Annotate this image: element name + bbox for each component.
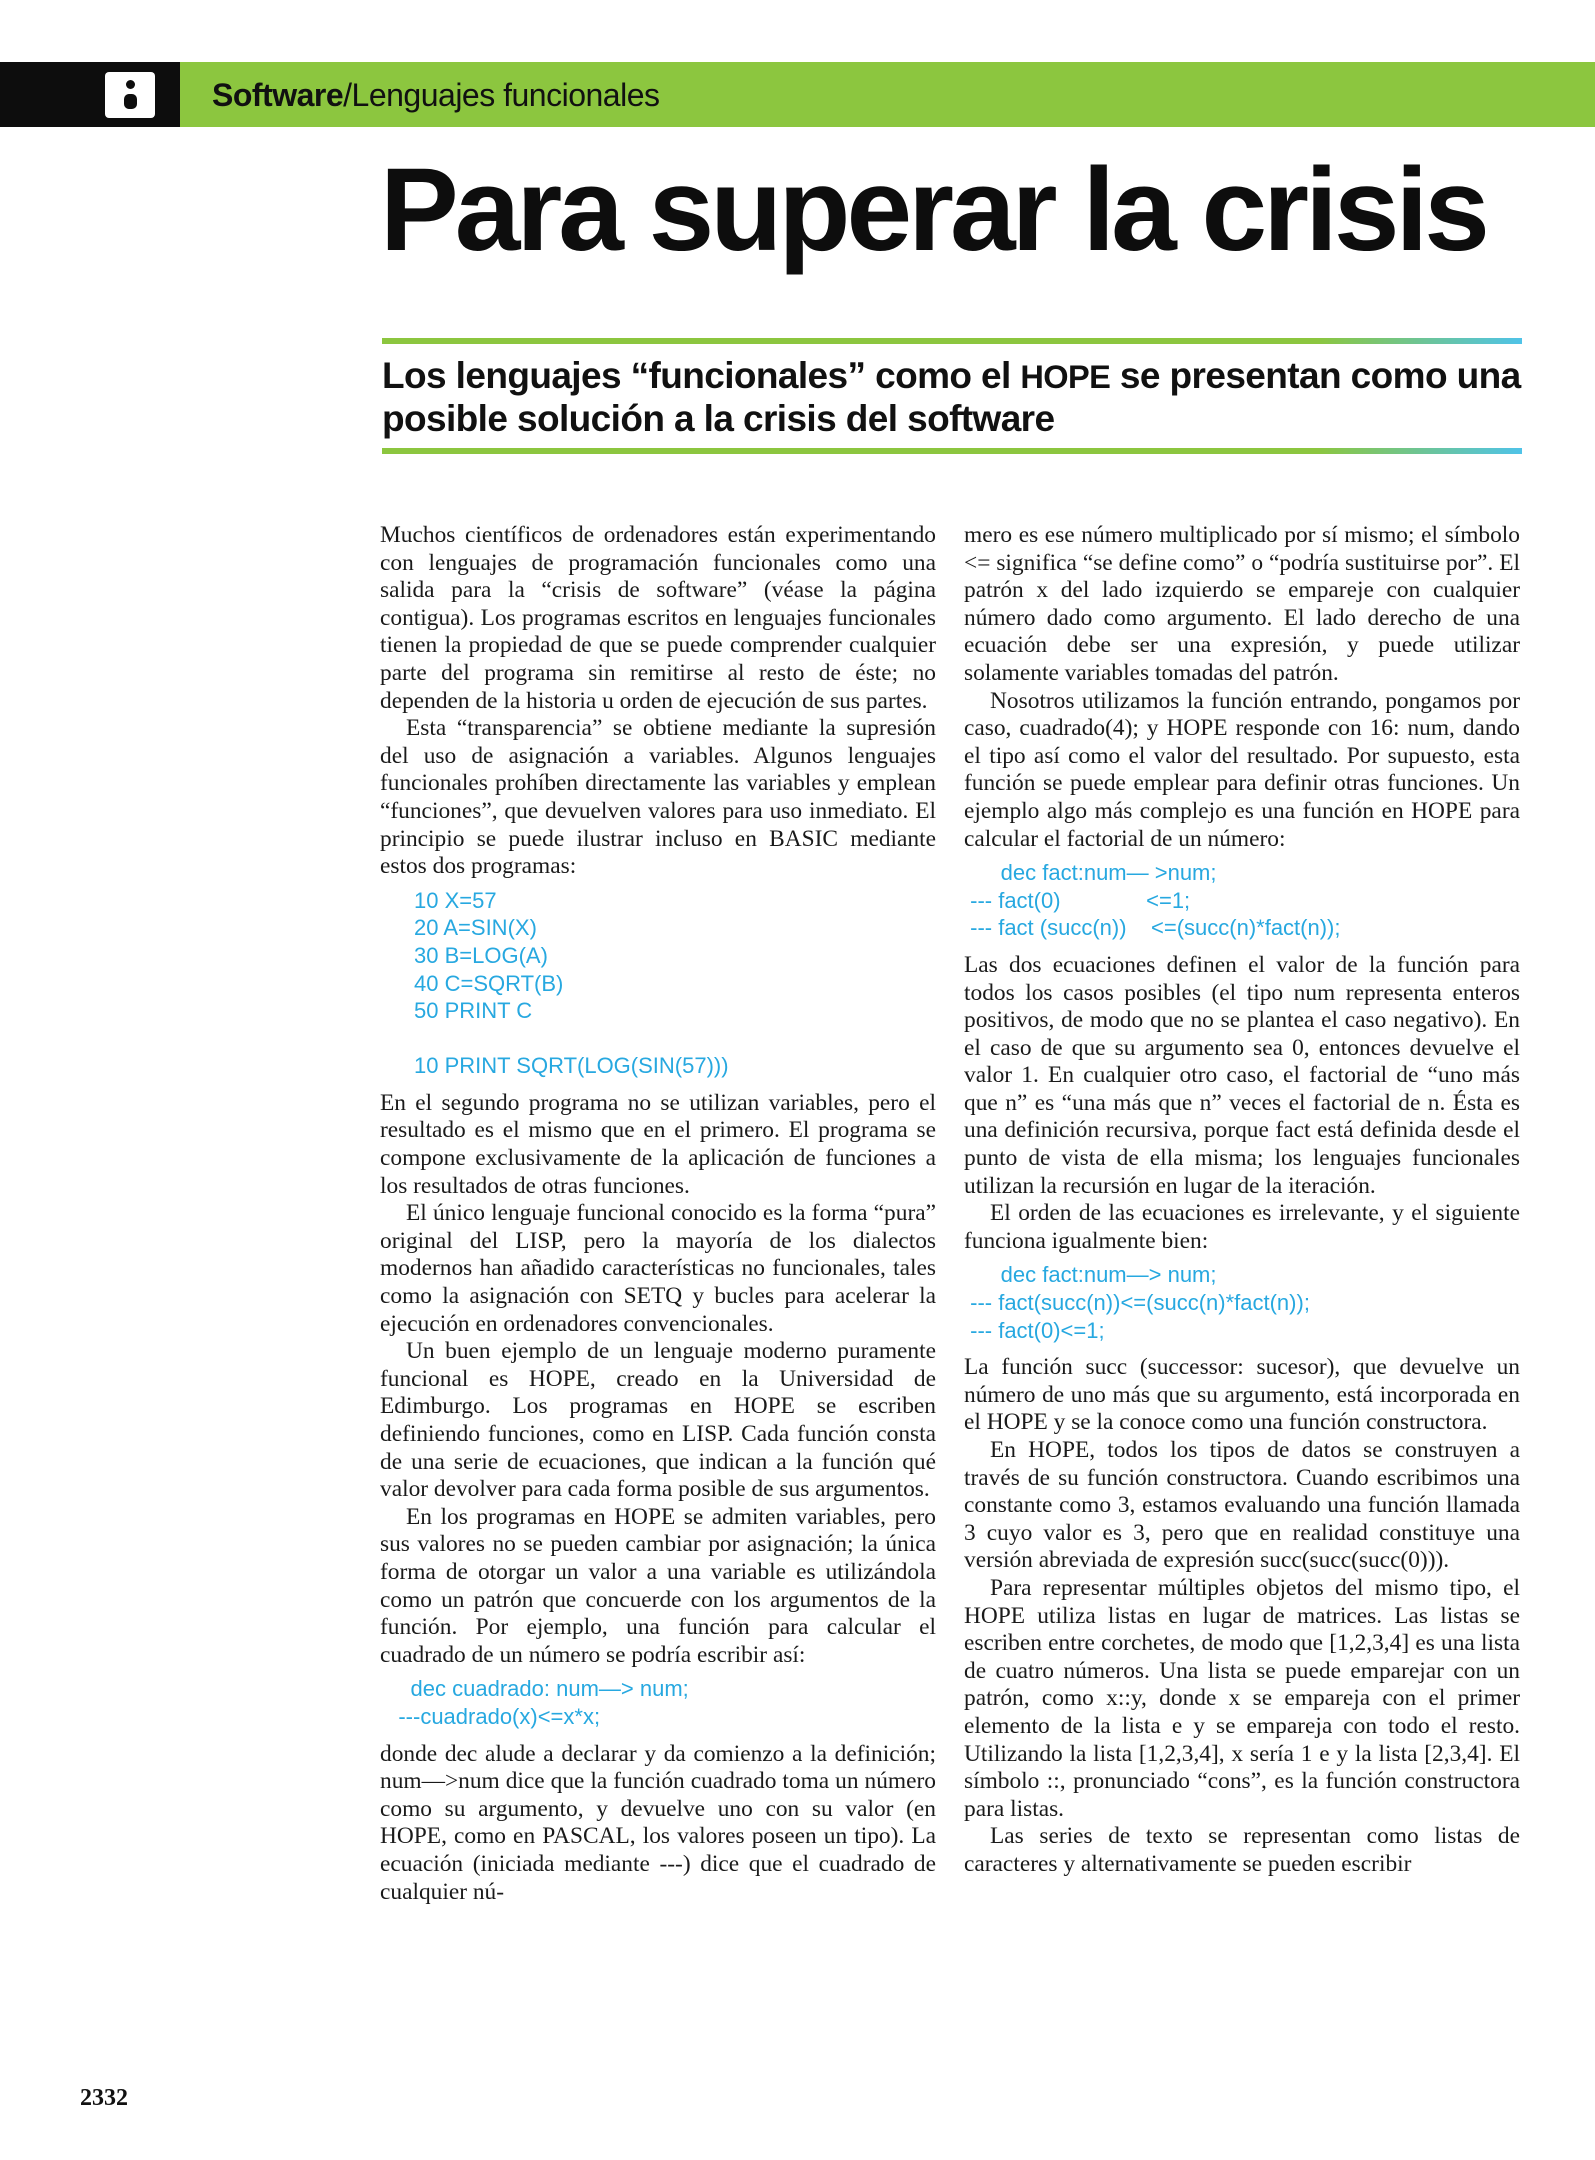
section-label-rest: /Lenguajes funcionales xyxy=(343,77,660,113)
left-paragraph-7: donde dec alude a declarar y da comienzo a la definición; num—>num dice que la función cuadrado toma un número como su argumento, y devuelve uno con su valor (en HOPE, como en PASCAL, los valores poseen un tipo). La ecuación (iniciada mediante ---) dice que el cuadrado de cualquier nú- xyxy=(380,1740,936,1905)
subtitle-part1: Los lenguajes “funcionales” como el xyxy=(382,355,1021,396)
hope-square-code: dec cuadrado: num—> num; ---cuadrado(x)<=x*x; xyxy=(398,1676,689,1729)
right-paragraph-2: Nosotros utilizamos la función entrando, pongamos por caso, cuadrado(4); y HOPE responde con 16: num, dando el tipo así como el valor del resultado. Por supuesto, esta función se puede emplear para definir otras funciones. Un ejemplo algo más complejo es una función en HOPE para calcular el factorial de un número: xyxy=(964,687,1520,852)
right-paragraph-4: El orden de las ecuaciones es irrelevante, y el siguiente funciona igualmente bien: xyxy=(964,1200,1520,1254)
article-subtitle xyxy=(382,355,1532,440)
article-title: Para superar la crisis xyxy=(380,144,1486,276)
subtitle-part2: se presentan como una posible solución a la crisis del software xyxy=(382,355,1521,439)
left-paragraph-6: En los programas en HOPE se admiten variables, pero sus valores no se pueden cambiar por asignación; la única forma de otorgar un valor a una variable es utilizándola como un patrón que concuerde con los argumentos de la función. Por ejemplo, una función para calcular el cuadrado de un número se podría escribir así: xyxy=(380,1503,936,1668)
left-paragraph-1: Muchos científicos de ordenadores están experimentando con lenguajes de programación funcionales como una salida para la “crisis de software” (véase la página contigua). Los programas escritos en lenguajes funcionales tienen la propiedad de que se puede comprender cualquier parte del programa sin remitirse al resto de éste; no dependen de la historia u orden de ejecución de sus partes. xyxy=(380,522,936,714)
right-paragraph-5: La función succ (successor: sucesor), que devuelve un número de uno más que su argumento, está incorporada en el HOPE y se la conoce como una función constructora. xyxy=(964,1354,1520,1436)
right-column xyxy=(964,522,1520,1879)
left-paragraph-5: Un buen ejemplo de un lenguaje moderno puramente funcional es HOPE, creado en la Universidad de Edimburgo. Los programas en HOPE se escriben definiendo funciones, como en LISP. Cada función consta de una serie de ecuaciones, que indican a la función qué valor devolver para cada forma posible de sus argumentos. xyxy=(380,1338,936,1503)
right-paragraph-8: Las series de texto se representan como listas de caracteres y alternativamente se pueden escribir xyxy=(964,1823,1520,1877)
page-number: 2332 xyxy=(80,2085,128,2111)
basic-code-listing: 10 X=57 20 A=SIN(X) 30 B=LOG(A) 40 C=SQRT(B) 50 PRINT C 10 PRINT SQRT(LOG(SIN(57))) xyxy=(414,887,729,1079)
right-paragraph-6: En HOPE, todos los tipos de datos se construyen a través de su función constructora. Cuando escribimos una constante como 3, estamos evaluando una función llamada 3 cuyo valor es 3, pero que en realidad constituye una versión abreviada de expresión succ(succ(succ(0))). xyxy=(964,1437,1520,1574)
floppy-disk-icon xyxy=(105,72,155,118)
left-paragraph-3: En el segundo programa no se utilizan variables, pero el resultado es el mismo que en el primero. El programa se compone exclusivamente de la aplicación de funciones a los resultados de otras funciones. xyxy=(380,1089,936,1199)
left-paragraph-2: Esta “transparencia” se obtiene mediante la supresión del uso de asignación a variables. Algunos lenguajes funcionales prohíben directamente las variables y emplean “funciones”, que devuelven valores para uso inmediato. El principio se puede ilustrar incluso en BASIC mediante estos dos programas: xyxy=(380,715,936,880)
right-paragraph-1: mero es ese número multiplicado por sí mismo; el símbolo <= significa “se define como” o “podría sustituirse por”. El patrón x del lado izquierdo se empareje con cualquier número dado como argumento. El lado derecho de una ecuación debe ser una expresión, y puede utilizar solamente variables tomadas del patrón. xyxy=(964,522,1520,686)
section-label-bold: Software xyxy=(212,77,344,113)
subtitle-rule-top xyxy=(382,338,1522,344)
hope-factorial-code: dec fact:num— >num; --- fact(0) <=1; --- fact (succ(n)) <=(succ(n)*fact(n)); xyxy=(970,860,1341,941)
subtitle-hope: HOPE xyxy=(1020,359,1111,395)
left-paragraph-4: El único lenguaje funcional conocido es la forma “pura” original del LISP, pero la mayoría de los dialectos modernos han añadido características no funcionales, tales como la asignación con SETQ y bucles para acelerar la ejecución en ordenadores convencionales. xyxy=(380,1200,936,1337)
left-column xyxy=(380,522,936,1906)
right-paragraph-3: Las dos ecuaciones definen el valor de la función para todos los casos posibles (el tipo num representa enteros positivos, de modo que no se plantea el caso negativo). En el caso de que su argumento sea 0, entonces devuelve el valor 1. En cualquier otro caso, el factorial de “uno más que n” es “una más que n” veces el factorial de n. Ésta es una definición recursiva, porque fact está definida desde el punto de vista de ella misma; los lenguajes funcionales utilizan la recursión en lugar de la iteración. xyxy=(964,951,1520,1199)
section-label xyxy=(212,72,660,118)
right-paragraph-7: Para representar múltiples objetos del mismo tipo, el HOPE utiliza listas en lugar de matrices. Las listas se escriben entre corchetes, de modo que [1,2,3,4] es una lista de cuatro números. Una lista se puede emparejar con un patrón, como x::y, donde x se empareja con el primer elemento de la lista e y se empareja con todo el resto. Utilizando la lista [1,2,3,4], x sería 1 e y la lista [2,3,4]. El símbolo ::, pronunciado “cons”, es la función constructora para listas. xyxy=(964,1574,1520,1822)
hope-factorial-code-reordered: dec fact:num—> num; --- fact(succ(n))<=(succ(n)*fact(n)); --- fact(0)<=1; xyxy=(970,1262,1310,1343)
subtitle-rule-bottom xyxy=(382,448,1522,454)
